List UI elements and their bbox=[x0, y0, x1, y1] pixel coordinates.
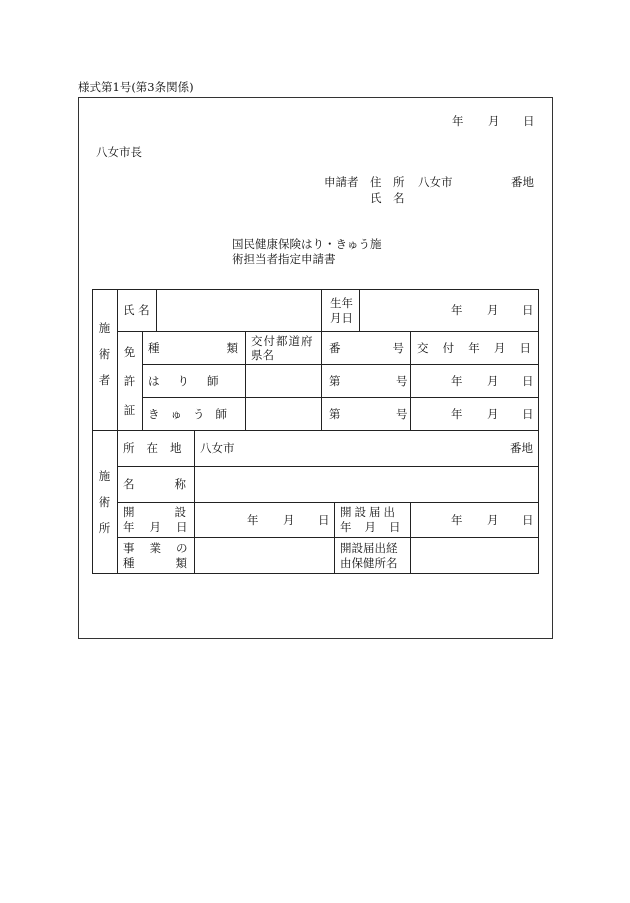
document-title-line1: 国民健康保険はり・きゅう施 bbox=[232, 237, 382, 251]
kyu-month: 月 bbox=[487, 407, 499, 421]
birth-year: 年 bbox=[451, 303, 463, 317]
birth-label-line2: 月日 bbox=[330, 311, 353, 325]
hari-day: 日 bbox=[522, 374, 534, 388]
prefecture-header-line1: 交付都道府 bbox=[251, 334, 314, 348]
document-title-line2: 術担当者指定申請書 bbox=[232, 252, 336, 266]
open-date-label-line1: 開設 bbox=[123, 505, 226, 519]
addressee: 八女市長 bbox=[96, 145, 142, 159]
issue-date-header: 交 付 年 月 日 bbox=[417, 341, 531, 355]
header-year: 年 bbox=[452, 114, 464, 128]
form-label: 様式第1号(第3条関係) bbox=[78, 80, 194, 94]
business-type-label-line1: 事業の bbox=[123, 541, 203, 555]
header-day: 日 bbox=[523, 114, 535, 128]
hari-year: 年 bbox=[451, 374, 463, 388]
header-month: 月 bbox=[488, 114, 500, 128]
business-type-label-line2: 種類 bbox=[123, 556, 228, 570]
birth-month: 月 bbox=[487, 303, 499, 317]
open-month: 月 bbox=[283, 513, 295, 527]
practitioner-name-label: 氏 名 bbox=[123, 303, 150, 317]
name-label: 氏 名 bbox=[370, 191, 405, 205]
col-line bbox=[245, 331, 246, 430]
open-day: 日 bbox=[318, 513, 330, 527]
col-line bbox=[410, 331, 411, 430]
open-date-label-line2: 年月日 bbox=[123, 520, 203, 534]
col-line bbox=[156, 289, 157, 331]
hari-month: 月 bbox=[487, 374, 499, 388]
row-line bbox=[117, 537, 539, 538]
section-divider bbox=[92, 430, 539, 431]
notice-day: 日 bbox=[522, 513, 534, 527]
notice-year: 年 bbox=[451, 513, 463, 527]
kyu-number-suffix: 号 bbox=[396, 407, 408, 421]
via-office-label-line1: 開設届出経 bbox=[340, 541, 398, 555]
birth-day: 日 bbox=[522, 303, 534, 317]
via-office-label-line2: 由保健所名 bbox=[340, 556, 398, 570]
applicant-label: 申請者 bbox=[324, 175, 359, 189]
row-line bbox=[117, 502, 539, 503]
kyu-day: 日 bbox=[522, 407, 534, 421]
practitioner-side-label: 施 術 者 bbox=[98, 321, 111, 387]
table-border-bottom bbox=[92, 573, 539, 574]
location-suffix: 番地 bbox=[510, 441, 533, 455]
license-type-kyu: きゅう師 bbox=[148, 407, 238, 421]
row-line bbox=[117, 331, 539, 332]
col-line bbox=[334, 502, 335, 574]
license-type-header: 種 類 bbox=[148, 341, 238, 355]
location-label: 所在地 bbox=[123, 441, 194, 455]
license-side-label: 免 許 証 bbox=[123, 345, 136, 417]
number-header: 番 号 bbox=[329, 341, 404, 355]
col-line bbox=[142, 331, 143, 430]
address-label: 住 所 bbox=[370, 175, 405, 189]
address-suffix: 番地 bbox=[511, 175, 534, 189]
prefecture-header-line2: 県名 bbox=[251, 348, 274, 362]
facility-side-label: 施 術 所 bbox=[98, 469, 111, 535]
open-notice-label-line2: 年月日 bbox=[340, 520, 414, 534]
row-line bbox=[142, 364, 539, 365]
facility-name-label: 名称 bbox=[123, 477, 226, 491]
col-line bbox=[321, 289, 322, 430]
location-city: 八女市 bbox=[200, 441, 235, 455]
open-year: 年 bbox=[247, 513, 259, 527]
table-border-top bbox=[92, 289, 539, 290]
hari-number-prefix: 第 bbox=[329, 374, 341, 388]
birth-label-line1: 生年 bbox=[330, 296, 353, 310]
license-type-hari: はり師 bbox=[148, 374, 237, 388]
col-line bbox=[410, 502, 411, 574]
col-line bbox=[359, 289, 360, 331]
notice-month: 月 bbox=[487, 513, 499, 527]
kyu-number-prefix: 第 bbox=[329, 407, 341, 421]
kyu-year: 年 bbox=[451, 407, 463, 421]
row-line bbox=[142, 397, 539, 398]
hari-number-suffix: 号 bbox=[396, 374, 408, 388]
row-line bbox=[117, 466, 539, 467]
open-notice-label-line1: 開設届出 bbox=[340, 505, 398, 519]
address-city: 八女市 bbox=[418, 175, 453, 189]
